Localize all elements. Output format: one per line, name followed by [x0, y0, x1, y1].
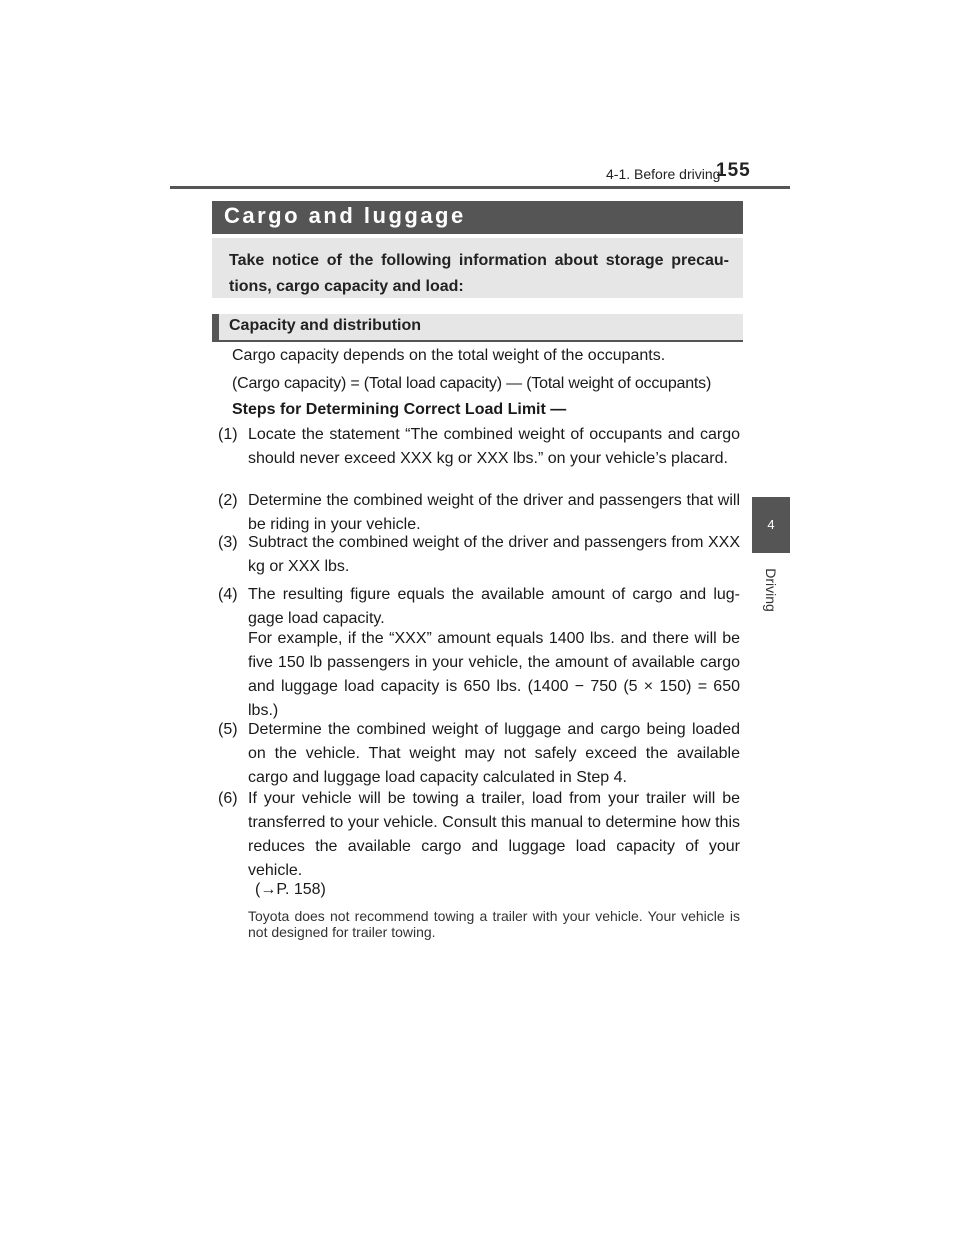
- trailer-note: Toyota does not recommend towing a trailer with your vehicle. Your vehicle is not designed for trailer towing.: [248, 908, 740, 940]
- header-divider: [170, 186, 790, 189]
- chapter-tab-label: [752, 560, 790, 620]
- step-text: Subtract the combined weight of the driver and passengers from XXX kg or XXX lbs.: [248, 534, 740, 575]
- step-item: [218, 787, 740, 883]
- body-line-formula: (Cargo capacity) = (Total load capacity) — (Total weight of occupants): [232, 375, 712, 392]
- step-text: Locate the statement “The combined weight of occupants and cargo should never exceed XXX kg or XXX lbs.” on your vehicle’s placard.: [248, 426, 740, 467]
- body-line-capacity: Cargo capacity depends on the total weight of the occupants.: [232, 347, 666, 364]
- intro-box: [212, 238, 743, 298]
- step-item: [218, 531, 740, 579]
- page-number: 155: [716, 160, 751, 181]
- steps-heading: Steps for Determining Correct Load Limit —: [232, 401, 567, 418]
- step-text: Determine the combined weight of luggage and cargo being loaded on the vehicle. That weight may not safely exceed the available cargo and luggage load capacity calculated in Step 4.: [248, 721, 740, 786]
- page-reference: (→P. 158): [255, 881, 326, 898]
- step-text: The resulting figure equals the available amount of cargo and lug-gage load capacity.: [248, 586, 740, 627]
- chapter-tab-label-text: Driving: [763, 568, 780, 612]
- step-number: (6): [218, 790, 238, 807]
- intro-text: Take notice of the following information about storage precau-tions, cargo capacity and load:: [229, 252, 729, 295]
- step-number: (1): [218, 426, 238, 443]
- subsection-bar: [212, 314, 743, 342]
- header-section-title: 4-1. Before driving: [606, 166, 721, 182]
- subsection-title: Capacity and distribution: [229, 317, 422, 334]
- example-paragraph: For example, if the “XXX” amount equals 1400 lbs. and there will be five 150 lb passengers in your vehicle, the amount of available cargo and luggage load capacity is 650 lbs. (1400 − 750 (5 × 150) = 650 lbs.): [248, 630, 740, 719]
- section-title: Cargo and luggage: [224, 203, 466, 228]
- step-number: (2): [218, 492, 238, 509]
- step-number: (5): [218, 721, 238, 738]
- chapter-tab-number: 4: [752, 497, 790, 553]
- subsection-accent: [212, 314, 219, 340]
- section-title-bar: [212, 201, 743, 234]
- step-item: [218, 718, 740, 790]
- step-item: [218, 489, 740, 537]
- step-number: (4): [218, 586, 238, 603]
- step-item: [218, 423, 740, 471]
- step-item: [218, 583, 740, 631]
- step-text: If your vehicle will be towing a trailer, load from your trailer will be transferred to your vehicle. Consult this manual to determine how this reduces the available cargo and luggage load capacity of your vehicle.: [248, 790, 740, 879]
- step-text: Determine the combined weight of the driver and passengers that will be riding in your vehicle.: [248, 492, 740, 533]
- step-number: (3): [218, 534, 238, 551]
